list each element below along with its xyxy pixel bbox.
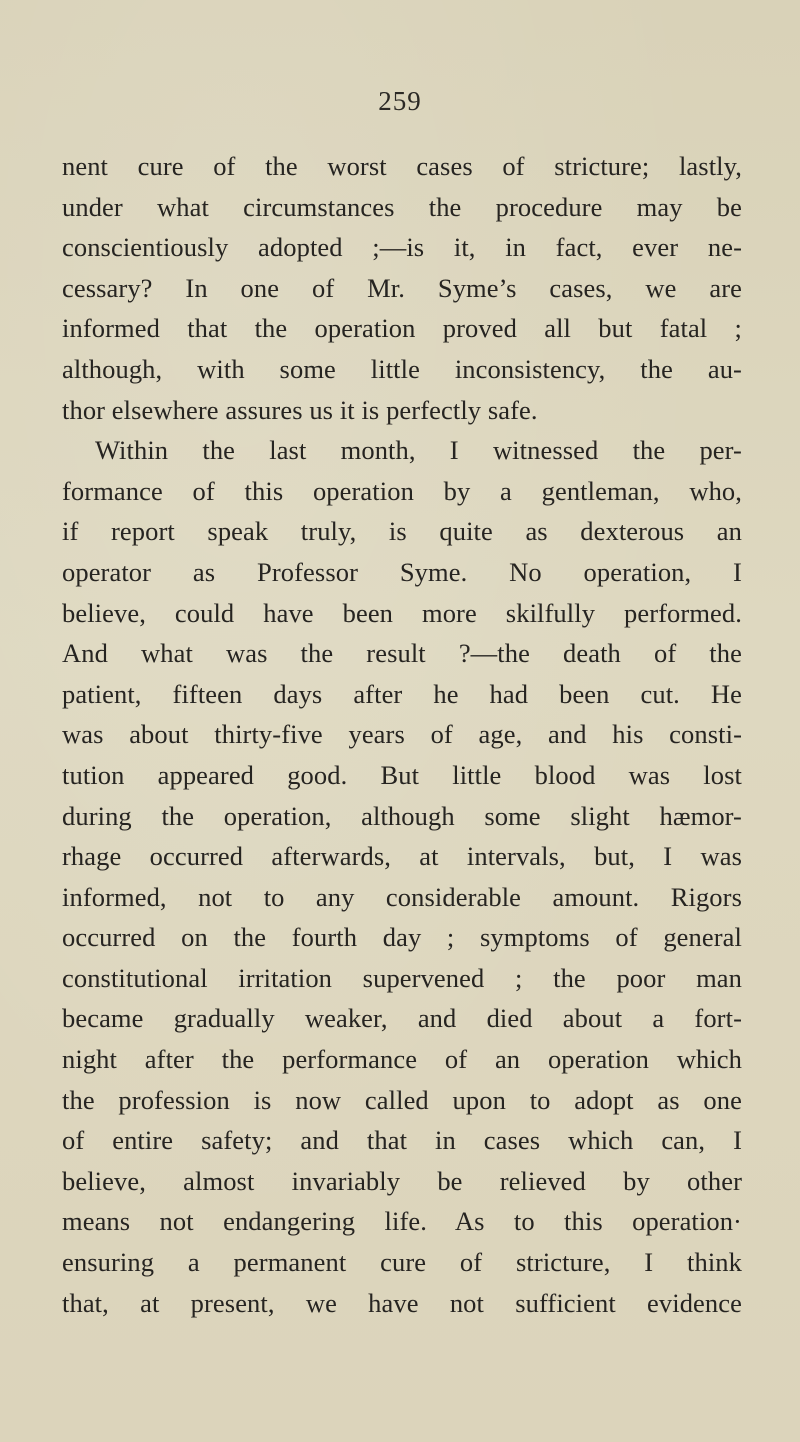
text-line: rhage occurred afterwards, at intervals, but, I was: [62, 841, 742, 872]
text-line: under what circumstances the procedure may be: [62, 191, 742, 222]
text-line: And what was the result ?—the death of the: [62, 638, 742, 669]
text-line: that, at present, we have not sufficient evidence: [62, 1287, 742, 1318]
text-line: patient, fifteen days after he had been cut. He: [62, 678, 742, 709]
text-line: Within the last month, I witnessed the per-: [95, 435, 742, 466]
text-line: tution appeared good. But little blood was lost: [62, 759, 742, 790]
text-line: formance of this operation by a gentleman, who,: [62, 475, 742, 506]
text-line: thor elsewhere assures us it is perfectly safe.: [62, 394, 538, 425]
text-line: ensuring a permanent cure of stricture, I think: [62, 1247, 742, 1278]
text-line: during the operation, although some slight hæmor-: [62, 800, 742, 831]
text-line: nent cure of the worst cases of stricture; lastly,: [62, 151, 742, 181]
text-line: if report speak truly, is quite as dexterous an: [62, 516, 742, 547]
text-line: informed that the operation proved all but fatal ;: [62, 313, 742, 344]
text-line: became gradually weaker, and died about a fort-: [62, 1003, 742, 1034]
text-line: the profession is now called upon to adopt as one: [62, 1084, 742, 1115]
text-line: occurred on the fourth day ; symptoms of general: [62, 922, 742, 953]
text-line: of entire safety; and that in cases which can, I: [62, 1125, 742, 1156]
text-line: informed, not to any considerable amount. Rigors: [62, 881, 742, 912]
text-line: believe, almost invariably be relieved by other: [62, 1165, 742, 1196]
text-line: night after the performance of an operation which: [62, 1044, 742, 1075]
text-line: constitutional irritation supervened ; the poor man: [62, 962, 742, 993]
text-line: was about thirty-five years of age, and his consti-: [62, 719, 742, 750]
text-line: believe, could have been more skilfully performed.: [62, 597, 742, 628]
body-text: [62, 146, 742, 1323]
text-line: conscientiously adopted ;—is it, in fact, ever ne-: [62, 232, 742, 263]
text-line: operator as Professor Syme. No operation, I: [62, 556, 742, 587]
text-line: although, with some little inconsistency, the au-: [62, 353, 742, 384]
text-line: means not endangering life. As to this operation·: [62, 1206, 742, 1237]
text-line: cessary? In one of Mr. Syme’s cases, we are: [62, 272, 742, 303]
page-number: 259: [378, 86, 422, 116]
